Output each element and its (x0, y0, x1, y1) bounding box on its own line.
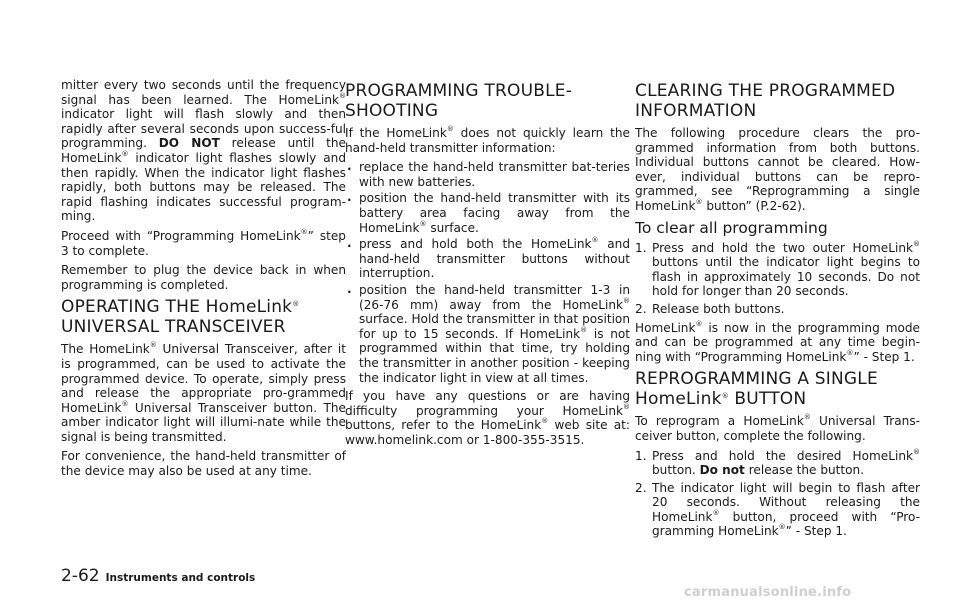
paragraph: The following procedure clears the pro-grammed information from both buttons. Individual buttons cannot be cleared. How-ever, individual buttons can be repro-grammed, see “Reprogramming a single HomeLink® button” (P.2-62). (635, 126, 920, 213)
list-item: 2. The indicator light will begin to flash after 20 seconds. Without releasing the HomeLink® button, proceed with “Pro-gramming HomeLink®” - Step 1. (635, 480, 920, 539)
paragraph: mitter every two seconds until the frequency signal has been learned. The HomeLink® indicator light will flash slowly and then rapidly after several seconds upon success-ful programming. DO NOT release until the HomeLink® indicator light flashes slowly and then rapidly. When the indicator light flashes rapidly, both buttons may be released. The rapid flashing indicates successful program-ming. (61, 78, 347, 224)
list-item: . press and hold both the HomeLink® and hand-held transmitter buttons without interruption. (345, 237, 630, 281)
column-left (61, 78, 346, 484)
list-item: 1. Press and hold the two outer HomeLink® buttons until the indicator light begins to flash in approximately 10 seconds. Do not hold for longer than 20 seconds. (635, 239, 920, 299)
troubleshooting-list (345, 160, 630, 385)
column-right (635, 78, 920, 543)
paragraph: Proceed with “Programming HomeLink®” step 3 to complete. (61, 227, 346, 258)
column-middle (345, 78, 630, 452)
section-heading-troubleshooting: PROGRAMMING TROUBLE-SHOOTING (345, 81, 573, 121)
section-title: Instruments and controls (105, 572, 256, 584)
paragraph: HomeLink® is now in the programming mode and can be programmed at any time begin-ning with “Programming HomeLink®” - Step 1. (635, 319, 920, 364)
list-item: . position the hand-held transmitter 1-3 in (26-76 mm) away from the HomeLink® surface. Hold the transmitter in that position for up to 15 seconds. If HomeLink® is not programmed within that time, try holding the transmitter in another position - keeping the indicator light in view at all times. (345, 283, 630, 385)
list-item: 2. Release both buttons. (635, 301, 785, 316)
paragraph: The HomeLink® Universal Transceiver, after it is programmed, can be used to activate the programmed device. To operate, simply press and release the appropriate pro-grammed HomeLink® Universal Transceiver button. The amber indicator light will illumi-nate while the signal is being transmitted. (61, 341, 346, 444)
paragraph: For convenience, the hand-held transmitter of the device may also be used at any time. (61, 449, 346, 479)
paragraph: If you have any questions or are having difficulty programming your HomeLink® buttons, refer to the HomeLink® web site at: www.homelink.com or 1-800-355-3515. (345, 389, 630, 447)
paragraph: Remember to plug the device back in when programming is completed. (61, 263, 346, 292)
list-item: . replace the hand-held transmitter bat-teries with new batteries. (345, 160, 630, 189)
clear-steps-list (635, 241, 920, 317)
list-item: 1. Press and hold the desired HomeLink® button. Do not release the button. (635, 447, 920, 478)
paragraph: If the HomeLink® does not quickly learn the hand-held transmitter information: (345, 125, 630, 155)
watermark: carmanualsonline.info (684, 585, 852, 600)
page-number: 2-62 (61, 566, 100, 586)
reprogram-steps-list (635, 449, 920, 540)
section-heading-operating: OPERATING THE HomeLink® UNIVERSAL TRANSCEIVER (61, 297, 300, 338)
section-heading-clearing: CLEARING THE PROGRAMMED INFORMATION (635, 81, 896, 121)
list-item: . position the hand-held transmitter with its battery area facing away from the HomeLink® surface. (345, 191, 630, 235)
paragraph: To reprogram a HomeLink® Universal Trans-ceiver button, complete the following. (635, 413, 920, 443)
subheading-clear-all: To clear all programming (635, 218, 828, 237)
page-footer (61, 566, 255, 586)
section-heading-reprogramming: REPROGRAMMING A SINGLE HomeLink® BUTTON (635, 369, 878, 410)
